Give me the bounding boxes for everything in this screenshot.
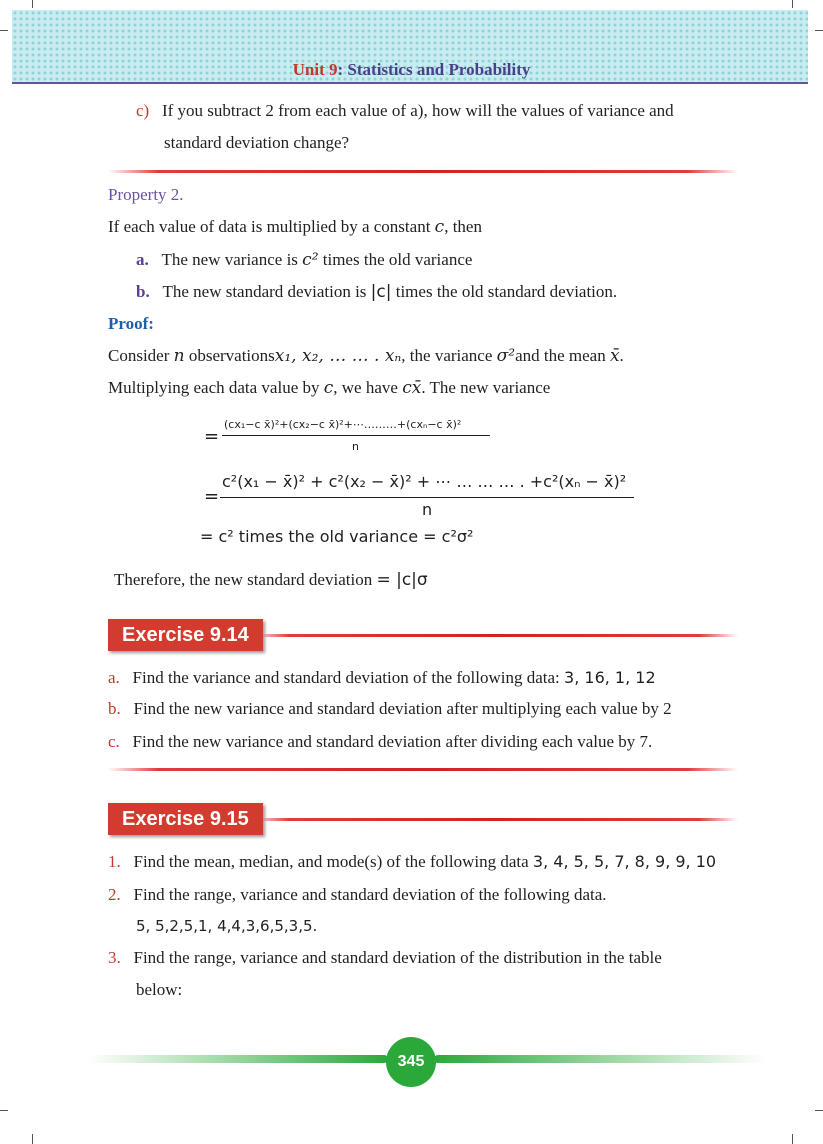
property-item-b: [136, 281, 617, 303]
math-sigma: σ²: [496, 346, 516, 366]
text: . The new variance: [421, 378, 551, 397]
item-text: Find the new variance and standard deviation after dividing each value by 7.: [132, 732, 653, 751]
text: .: [619, 346, 624, 365]
crop-mark: [0, 30, 8, 31]
exercise-item: [108, 884, 607, 906]
text: observations: [184, 346, 275, 365]
text: Multiplying each data value by: [108, 378, 324, 397]
exercise-item-line2: below:: [136, 980, 183, 999]
item-marker: 1.: [108, 852, 121, 871]
property-intro: [108, 216, 482, 238]
constant-c: c: [434, 217, 445, 237]
crop-mark: [0, 1110, 8, 1111]
data-values: 3, 16, 1, 12: [564, 668, 656, 687]
proof-line-2: [108, 377, 550, 399]
property-item-a: [136, 249, 472, 271]
equation-2-numerator: c²(x₁ − x̄)² + c²(x₂ − x̄)² + ⋯ … … … . +c²(xₙ − x̄)²: [222, 472, 627, 491]
text: Therefore, the new standard deviation: [114, 570, 377, 589]
equation-3: = c² times the old variance = c²σ²: [200, 527, 474, 546]
equals-sign: =: [204, 426, 220, 447]
header-rule: [12, 82, 808, 84]
item-marker: b.: [108, 699, 121, 718]
header-title: [0, 60, 823, 80]
equals-sign: =: [204, 486, 220, 507]
math-expr: |c|: [370, 282, 392, 302]
crop-mark: [815, 30, 823, 31]
fraction-bar: [222, 435, 490, 436]
section-divider: [108, 768, 738, 771]
item-text: Find the range, variance and standard deviation of the distribution in the table: [133, 948, 662, 967]
item-marker: a.: [136, 250, 149, 269]
exercise-rule: [250, 818, 738, 821]
data-values: 3, 4, 5, 5, 7, 8, 9, 9, 10: [532, 852, 717, 871]
proof-heading: Proof:: [108, 314, 154, 333]
item-marker: 2.: [108, 885, 121, 904]
exercise-item: [108, 731, 652, 753]
item-marker: b.: [136, 282, 150, 301]
data-values: 5, 5,2,5,1, 4,4,3,6,5,3,5.: [136, 917, 318, 935]
math-expr: = |c|σ: [376, 570, 428, 590]
math-mean: x̄: [609, 346, 620, 366]
exercise-item: [108, 698, 672, 720]
item-marker: c.: [108, 732, 120, 751]
unit-label: Unit 9: [292, 60, 338, 79]
item-text: Find the mean, median, and mode(s) of the following data: [133, 852, 533, 871]
unit-title: Statistics and Probability: [343, 60, 531, 79]
text: , the variance: [401, 346, 497, 365]
crop-mark: [815, 1110, 823, 1111]
intro-text: If each value of data is multiplied by a constant: [108, 217, 435, 236]
intro-text-end: , then: [444, 217, 482, 236]
footer-bar-left: [88, 1055, 388, 1063]
exercise-item: [108, 667, 656, 689]
therefore-line: [114, 569, 428, 591]
item-marker: a.: [108, 668, 120, 687]
item-text: The new standard deviation is: [162, 282, 371, 301]
equation-1-numerator: (cx₁−c x̄)²+(cx₂−c x̄)²+⋯………+(cxₙ−c x̄)²: [224, 418, 462, 431]
item-text-end: times the old variance: [318, 250, 473, 269]
crop-mark: [32, 1134, 33, 1144]
fraction-bar: [220, 497, 634, 498]
math-observations: x₁, x₂, … … . xₙ: [274, 346, 402, 366]
math-cx: cx̄: [402, 378, 422, 398]
item-text-end: times the old standard deviation.: [391, 282, 618, 301]
proof-line-1: [108, 345, 624, 367]
property-heading: Property 2.: [108, 185, 184, 204]
text: and the mean: [515, 346, 610, 365]
crop-mark: [792, 1134, 793, 1144]
footer-bar-right: [434, 1055, 766, 1063]
item-c: [136, 100, 674, 122]
text: , we have: [333, 378, 403, 397]
item-text: If you subtract 2 from each value of a), how will the values of variance and: [161, 101, 674, 120]
exercise-item: [108, 947, 662, 969]
section-divider: [108, 170, 738, 173]
crop-mark: [32, 0, 33, 8]
exercise-rule: [250, 634, 738, 637]
math-c: c: [323, 378, 334, 398]
item-text: Find the variance and standard deviation of the following data:: [132, 668, 565, 687]
exercise-9-14-title: Exercise 9.14: [108, 619, 263, 651]
math-n: n: [173, 346, 185, 366]
page-number: 345: [386, 1037, 436, 1087]
item-marker: 3.: [108, 948, 121, 967]
equation-1-denominator: n: [352, 440, 359, 453]
equation-2-denominator: n: [422, 500, 433, 519]
crop-mark: [792, 0, 793, 8]
header-separator: :: [337, 60, 344, 79]
item-text: The new variance is: [161, 250, 303, 269]
math-expr: c²: [302, 250, 319, 270]
item-c-line2: standard deviation change?: [164, 133, 350, 152]
item-text: Find the new variance and standard deviation after multiplying each value by 2: [133, 699, 672, 718]
text: Consider: [108, 346, 174, 365]
exercise-item: [108, 851, 716, 873]
item-marker: c): [136, 101, 150, 120]
item-text: Find the range, variance and standard deviation of the following data.: [133, 885, 607, 904]
exercise-9-15-title: Exercise 9.15: [108, 803, 263, 835]
